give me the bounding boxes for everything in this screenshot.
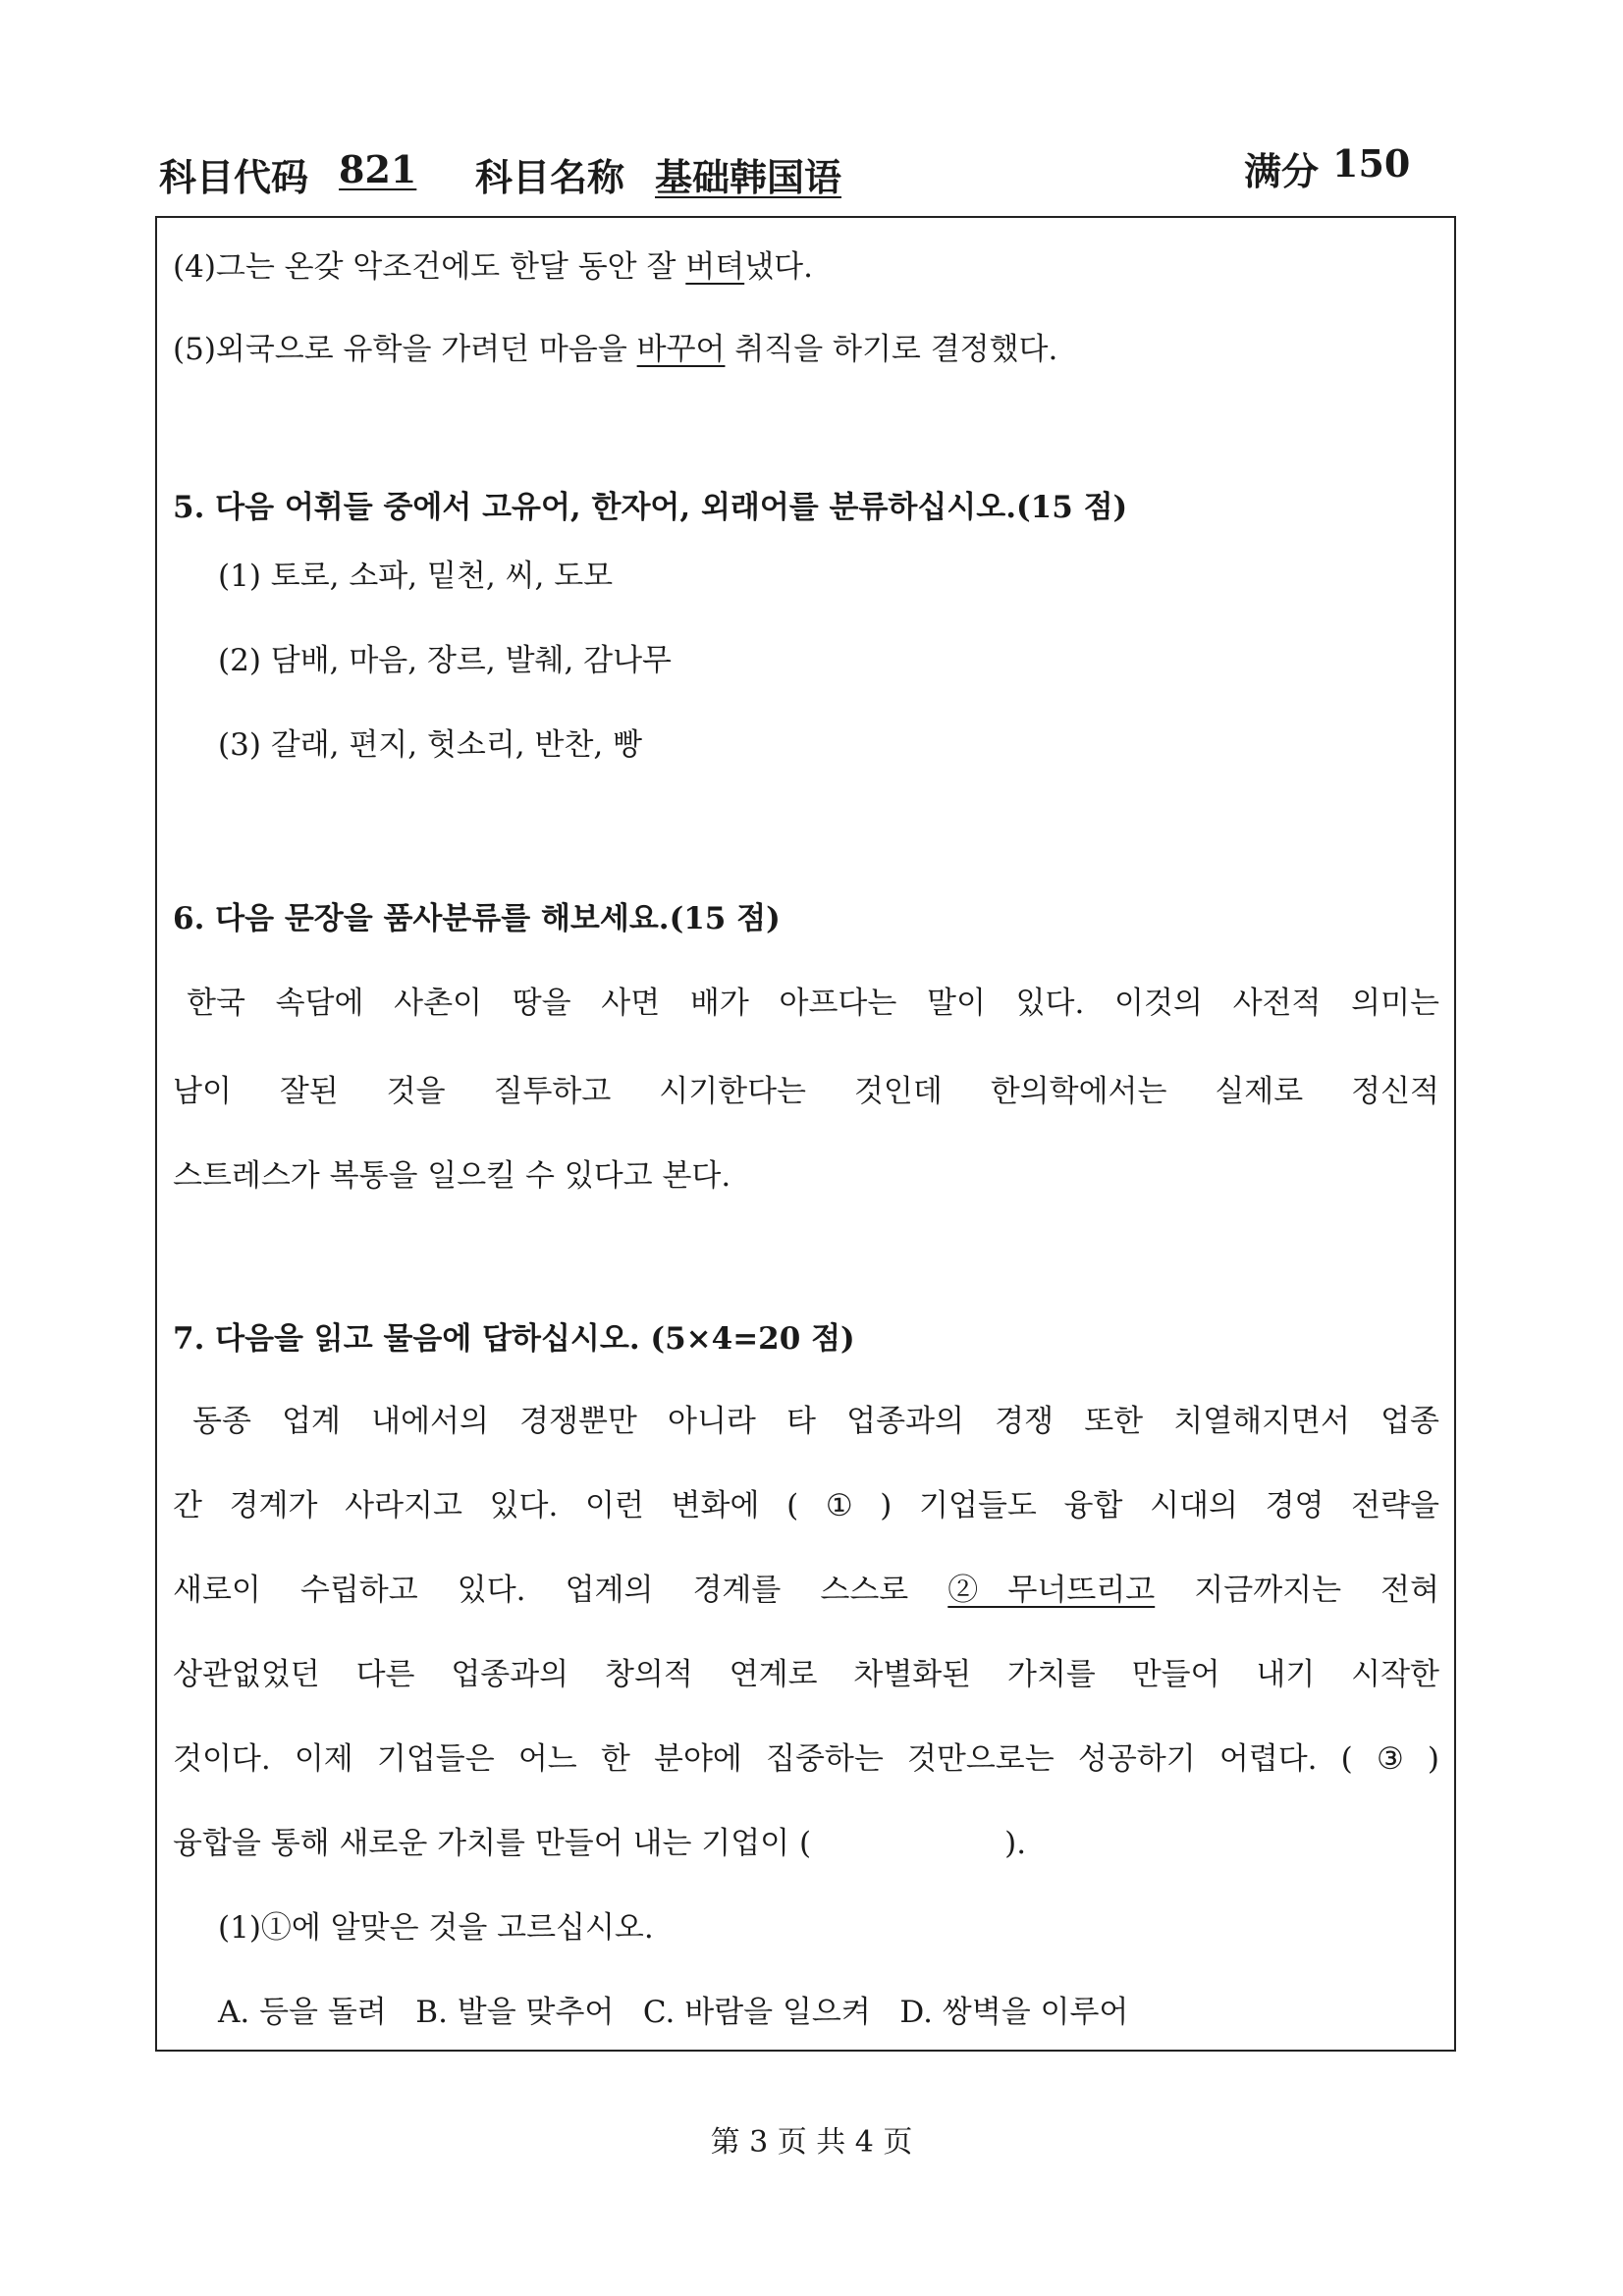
q7-sub-question-1: (1)①에 알맞은 것을 고르십시오. <box>218 1910 654 1946</box>
q4-sentence-5 <box>173 330 1057 369</box>
q5-title: 5. 다음 어휘들 중에서 고유어, 한자어, 외래어를 분류하십시오.(15 점) <box>173 490 1128 525</box>
q7-sub-question-1-options: A. 등을 돌려 B. 발을 맞추어 C. 바람을 일으켜 D. 쌍벽을 이루어 <box>218 1995 1129 2030</box>
subject-code-value: 821 <box>339 147 417 191</box>
q6-passage-line-3: 스트레스가 복통을 일으킬 수 있다고 본다. <box>173 1158 731 1194</box>
subject-name-value: 基础韩国语 <box>655 155 842 199</box>
q4-s4-text: (4)그는 온갖 악조건에도 한달 동안 잘 <box>173 249 686 285</box>
q5-item-1: (1) 토로, 소파, 밑천, 씨, 도모 <box>218 559 614 594</box>
q5-item-3: (3) 갈래, 편지, 헛소리, 반찬, 빵 <box>218 727 643 763</box>
full-score-value: 150 <box>1332 141 1411 186</box>
q7-l3-text: 새로이 수립하고 있다. 업계의 경계를 스스로 <box>173 1573 948 1608</box>
q6-passage-line-2: 남이 잘된 것을 질투하고 시기한다는 것인데 한의학에서는 실제로 정신적 <box>173 1074 1439 1109</box>
underlined-phrase-2: ②무너뜨리고 <box>947 1573 1156 1608</box>
q4-s5-text: (5)외국으로 유학을 가려던 마음을 <box>173 332 637 367</box>
q6-title: 6. 다음 문장을 품사분류를 해보세요.(15 점) <box>173 901 781 936</box>
subject-code-label: 科目代码 <box>159 155 309 199</box>
q7-l5-text: 것이다. 이제 기업들은 어느 한 분야에 집중하는 것만으로는 성공하기 어렵다. ( <box>173 1741 1377 1777</box>
q7-passage-line-3 <box>173 1571 1439 1610</box>
blank-marker-1: ① <box>825 1488 853 1523</box>
q6-passage-line-1: 한국 속담에 사촌이 땅을 사면 배가 아프다는 말이 있다. 이것의 사전적 의미는 <box>187 986 1439 1021</box>
q7-l5-text-end: ) <box>1403 1741 1439 1777</box>
q7-passage-line-2 <box>173 1486 1439 1525</box>
q7-passage-line-1: 동종 업계 내에서의 경쟁뿐만 아니라 타 업종과의 경쟁 또한 치열해지면서 업종 <box>192 1404 1439 1439</box>
subject-name-label: 科目名称 <box>475 155 625 199</box>
q7-passage-line-4: 상관없었던 다른 업종과의 창의적 연계로 차별화된 가치를 만들어 내기 시작한 <box>173 1657 1439 1692</box>
q4-s5-text-end: 취직을 하기로 결정했다. <box>725 332 1058 367</box>
q7-passage-line-6: 융합을 통해 새로운 가치를 만들어 내는 기업이 ( ). <box>173 1826 1027 1861</box>
exam-header <box>159 141 1411 206</box>
q4-sentence-4 <box>173 247 813 287</box>
q4-s5-underlined-word: 바꾸어 <box>636 332 726 367</box>
q7-l3-text-end: 지금까지는 전혀 <box>1155 1573 1439 1608</box>
q5-item-2: (2) 담배, 마음, 장르, 발췌, 감나무 <box>218 643 673 678</box>
q7-title: 7. 다음을 읽고 물음에 답하십시오. (5×4=20 점) <box>173 1321 855 1357</box>
q7-l2-text-end: ) 기업들도 융합 시대의 경영 전략을 <box>852 1488 1439 1523</box>
full-score-label: 满分 <box>1244 149 1320 193</box>
blank-marker-3: ③ <box>1376 1741 1404 1777</box>
page-footer: 第 3 页 共 4 页 <box>710 2125 913 2160</box>
q7-l2-text: 간 경계가 사라지고 있다. 이런 변화에 ( <box>173 1488 826 1523</box>
q4-s4-underlined-word: 버텨 <box>685 249 745 285</box>
q4-s4-text-end: 냈다. <box>744 249 813 285</box>
q7-passage-line-5 <box>173 1739 1439 1779</box>
